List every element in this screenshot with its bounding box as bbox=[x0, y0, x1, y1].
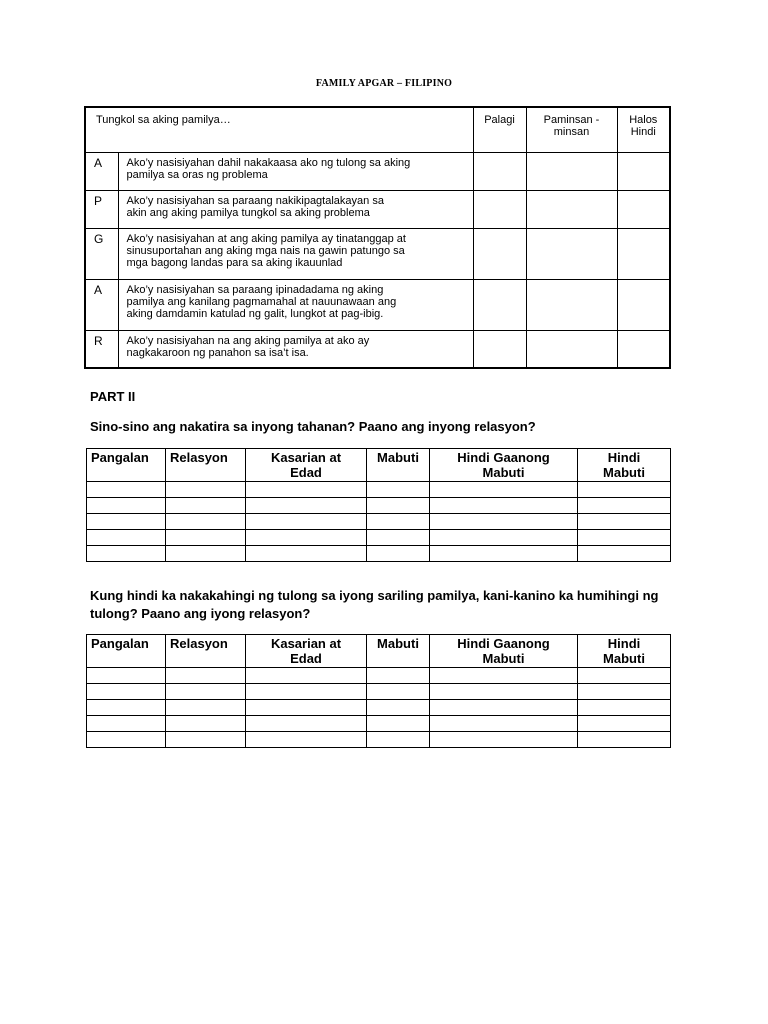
cell-hindi-mabuti[interactable] bbox=[578, 716, 671, 732]
cell-kasarian-edad[interactable] bbox=[246, 482, 367, 498]
part-two-title: PART II bbox=[90, 389, 136, 404]
cell-pangalan[interactable] bbox=[87, 514, 166, 530]
cell-hindi-gaanong-mabuti[interactable] bbox=[430, 684, 578, 700]
cell-mabuti[interactable] bbox=[367, 498, 430, 514]
cell-mabuti[interactable] bbox=[367, 732, 430, 748]
cell-relasyon[interactable] bbox=[166, 732, 246, 748]
apgar-letter: G bbox=[85, 229, 118, 280]
cell-mabuti[interactable] bbox=[367, 668, 430, 684]
cell-hindi-mabuti[interactable] bbox=[578, 684, 671, 700]
answer-cell-halos-hindi[interactable] bbox=[617, 280, 670, 331]
col-header-mabuti: Mabuti bbox=[367, 635, 430, 668]
col-header-hindi-gaanong-mabuti: Hindi Gaanong Mabuti bbox=[430, 635, 578, 668]
table-header-row bbox=[87, 449, 671, 482]
cell-hindi-gaanong-mabuti[interactable] bbox=[430, 668, 578, 684]
cell-hindi-mabuti[interactable] bbox=[578, 668, 671, 684]
cell-relasyon[interactable] bbox=[166, 514, 246, 530]
cell-hindi-mabuti[interactable] bbox=[578, 700, 671, 716]
cell-mabuti[interactable] bbox=[367, 530, 430, 546]
answer-cell-paminsan[interactable] bbox=[526, 229, 617, 280]
table-row bbox=[87, 514, 671, 530]
cell-kasarian-edad[interactable] bbox=[246, 530, 367, 546]
apgar-statement: Ako’y nasisiyahan sa paraang ipinadadama ng aking pamilya ang kanilang pagmamahal at nauunawaan ang aking damdamin katulad ng galit, lungkot at pag-ibig. bbox=[118, 280, 473, 331]
cell-hindi-gaanong-mabuti[interactable] bbox=[430, 498, 578, 514]
document-title: FAMILY APGAR – FILIPINO bbox=[315, 78, 453, 89]
answer-cell-paminsan[interactable] bbox=[526, 331, 617, 368]
apgar-statement: Ako’y nasisiyahan sa paraang nakikipagtalakayan sa akin ang aking pamilya tungkol sa aking problema bbox=[118, 191, 473, 229]
answer-cell-palagi[interactable] bbox=[473, 153, 526, 191]
answer-cell-palagi[interactable] bbox=[473, 280, 526, 331]
cell-pangalan[interactable] bbox=[87, 684, 166, 700]
apgar-statement: Ako’y nasisiyahan at ang aking pamilya ay tinatanggap at sinusuportahan ang aking mga nais na gawin patungo sa mga bagong landas para sa aking ikauunlad bbox=[118, 229, 473, 280]
cell-kasarian-edad[interactable] bbox=[246, 546, 367, 562]
cell-hindi-gaanong-mabuti[interactable] bbox=[430, 546, 578, 562]
apgar-letter: A bbox=[85, 280, 118, 331]
cell-relasyon[interactable] bbox=[166, 530, 246, 546]
cell-relasyon[interactable] bbox=[166, 546, 246, 562]
option-paminsan-header: Paminsan - minsan bbox=[526, 107, 617, 153]
apgar-statement: Ako’y nasisiyahan dahil nakakaasa ako ng tulong sa aking pamilya sa oras ng problema bbox=[118, 153, 473, 191]
cell-kasarian-edad[interactable] bbox=[246, 700, 367, 716]
table-row bbox=[87, 546, 671, 562]
cell-relasyon[interactable] bbox=[166, 716, 246, 732]
cell-hindi-mabuti[interactable] bbox=[578, 514, 671, 530]
cell-pangalan[interactable] bbox=[87, 668, 166, 684]
cell-relasyon[interactable] bbox=[166, 498, 246, 514]
apgar-topic-header: Tungkol sa aking pamilya… bbox=[85, 107, 473, 153]
cell-pangalan[interactable] bbox=[87, 716, 166, 732]
cell-mabuti[interactable] bbox=[367, 514, 430, 530]
cell-pangalan[interactable] bbox=[87, 732, 166, 748]
cell-kasarian-edad[interactable] bbox=[246, 716, 367, 732]
cell-kasarian-edad[interactable] bbox=[246, 514, 367, 530]
cell-hindi-gaanong-mabuti[interactable] bbox=[430, 716, 578, 732]
answer-cell-paminsan[interactable] bbox=[526, 191, 617, 229]
cell-hindi-mabuti[interactable] bbox=[578, 482, 671, 498]
cell-pangalan[interactable] bbox=[87, 546, 166, 562]
cell-relasyon[interactable] bbox=[166, 684, 246, 700]
apgar-letter: A bbox=[85, 153, 118, 191]
option-palagi-header: Palagi bbox=[473, 107, 526, 153]
household-relationship-table bbox=[86, 448, 671, 562]
table-row bbox=[87, 732, 671, 748]
col-header-hindi-gaanong-mabuti: Hindi Gaanong Mabuti bbox=[430, 449, 578, 482]
cell-mabuti[interactable] bbox=[367, 700, 430, 716]
cell-pangalan[interactable] bbox=[87, 700, 166, 716]
col-header-pangalan: Pangalan bbox=[87, 449, 166, 482]
cell-kasarian-edad[interactable] bbox=[246, 732, 367, 748]
apgar-table bbox=[84, 106, 671, 369]
col-header-hindi-mabuti: Hindi Mabuti bbox=[578, 635, 671, 668]
answer-cell-halos-hindi[interactable] bbox=[617, 229, 670, 280]
answer-cell-paminsan[interactable] bbox=[526, 153, 617, 191]
apgar-row-resolve bbox=[85, 331, 670, 368]
table-row bbox=[87, 668, 671, 684]
col-header-relasyon: Relasyon bbox=[166, 635, 246, 668]
apgar-row-adaptation bbox=[85, 153, 670, 191]
col-header-hindi-mabuti: Hindi Mabuti bbox=[578, 449, 671, 482]
table-row bbox=[87, 498, 671, 514]
table-header-row bbox=[87, 635, 671, 668]
cell-hindi-mabuti[interactable] bbox=[578, 530, 671, 546]
answer-cell-palagi[interactable] bbox=[473, 331, 526, 368]
apgar-letter: P bbox=[85, 191, 118, 229]
answer-cell-halos-hindi[interactable] bbox=[617, 153, 670, 191]
answer-cell-palagi[interactable] bbox=[473, 229, 526, 280]
cell-pangalan[interactable] bbox=[87, 482, 166, 498]
cell-hindi-gaanong-mabuti[interactable] bbox=[430, 732, 578, 748]
apgar-row-affection bbox=[85, 280, 670, 331]
col-header-relasyon: Relasyon bbox=[166, 449, 246, 482]
table-row bbox=[87, 716, 671, 732]
cell-kasarian-edad[interactable] bbox=[246, 498, 367, 514]
table-row bbox=[87, 530, 671, 546]
external-help-question: Kung hindi ka nakakahingi ng tulong sa iyong sariling pamilya, kani-kanino ka humihingi ng tulong? Paano ang iyong relasyon? bbox=[90, 588, 659, 621]
cell-kasarian-edad[interactable] bbox=[246, 684, 367, 700]
apgar-row-partnership bbox=[85, 191, 670, 229]
answer-cell-halos-hindi[interactable] bbox=[617, 331, 670, 368]
col-header-kasarian-edad: Kasarian at Edad bbox=[246, 449, 367, 482]
answer-cell-paminsan[interactable] bbox=[526, 280, 617, 331]
col-header-kasarian-edad: Kasarian at Edad bbox=[246, 635, 367, 668]
cell-relasyon[interactable] bbox=[166, 700, 246, 716]
cell-hindi-gaanong-mabuti[interactable] bbox=[430, 700, 578, 716]
cell-mabuti[interactable] bbox=[367, 482, 430, 498]
table-row bbox=[87, 700, 671, 716]
cell-mabuti[interactable] bbox=[367, 684, 430, 700]
apgar-letter: R bbox=[85, 331, 118, 368]
cell-hindi-gaanong-mabuti[interactable] bbox=[430, 514, 578, 530]
cell-hindi-gaanong-mabuti[interactable] bbox=[430, 482, 578, 498]
cell-relasyon[interactable] bbox=[166, 668, 246, 684]
col-header-mabuti: Mabuti bbox=[367, 449, 430, 482]
cell-mabuti[interactable] bbox=[367, 716, 430, 732]
table-row bbox=[87, 684, 671, 700]
table-row bbox=[87, 482, 671, 498]
apgar-header-row bbox=[85, 107, 670, 153]
option-halos-hindi-header: Halos Hindi bbox=[617, 107, 670, 153]
external-help-relationship-table bbox=[86, 634, 671, 748]
cell-kasarian-edad[interactable] bbox=[246, 668, 367, 684]
cell-hindi-mabuti[interactable] bbox=[578, 732, 671, 748]
apgar-statement: Ako’y nasisiyahan na ang aking pamilya at ako ay nagkakaroon ng panahon sa isa’t isa. bbox=[118, 331, 473, 368]
cell-hindi-gaanong-mabuti[interactable] bbox=[430, 530, 578, 546]
cell-pangalan[interactable] bbox=[87, 498, 166, 514]
answer-cell-halos-hindi[interactable] bbox=[617, 191, 670, 229]
cell-relasyon[interactable] bbox=[166, 482, 246, 498]
answer-cell-palagi[interactable] bbox=[473, 191, 526, 229]
household-question: Sino-sino ang nakatira sa inyong tahanan? Paano ang inyong relasyon? bbox=[90, 419, 536, 434]
apgar-row-growth bbox=[85, 229, 670, 280]
col-header-pangalan: Pangalan bbox=[87, 635, 166, 668]
cell-pangalan[interactable] bbox=[87, 530, 166, 546]
cell-mabuti[interactable] bbox=[367, 546, 430, 562]
cell-hindi-mabuti[interactable] bbox=[578, 498, 671, 514]
cell-hindi-mabuti[interactable] bbox=[578, 546, 671, 562]
